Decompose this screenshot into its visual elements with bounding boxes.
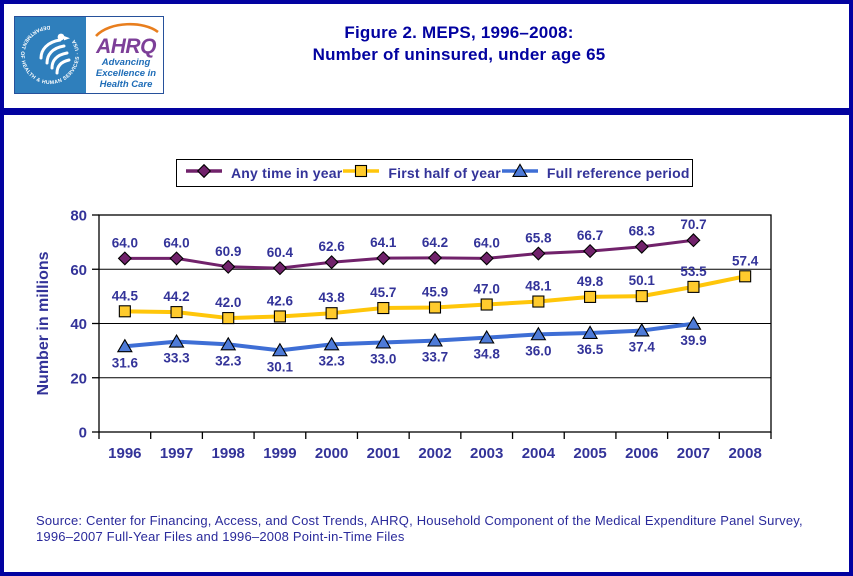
data-label: 60.9: [215, 243, 242, 259]
figure-title-line2: Number of uninsured, under age 65: [312, 45, 606, 64]
data-label: 48.1: [525, 278, 552, 294]
square-marker-icon: [342, 163, 380, 184]
series-marker-square: [533, 296, 544, 307]
series-marker-square: [585, 291, 596, 302]
x-tick-label: 2007: [676, 445, 711, 462]
svg-text:Excellence in: Excellence in: [95, 68, 157, 79]
data-label: 33.3: [163, 350, 190, 366]
x-tick-label: 2002: [418, 445, 452, 462]
data-label: 42.0: [215, 295, 242, 311]
data-label: 64.0: [473, 235, 500, 251]
series-marker-square: [356, 165, 367, 176]
diamond-marker-icon: [185, 163, 223, 184]
data-label: 39.9: [680, 332, 707, 348]
data-label: 32.3: [318, 353, 345, 369]
x-tick-label: 1998: [211, 445, 245, 462]
data-label: 49.8: [576, 273, 604, 289]
series-marker-square: [274, 311, 285, 322]
data-label: 43.8: [318, 290, 345, 306]
chart-legend: [176, 159, 693, 187]
series-marker-diamond: [198, 164, 211, 177]
legend-label: Any time in year: [231, 165, 343, 181]
series-marker-square: [481, 299, 492, 310]
svg-text:AHRQ: AHRQ: [96, 35, 156, 58]
triangle-marker-icon: [501, 163, 539, 184]
data-label: 53.5: [680, 263, 707, 279]
data-label: 64.0: [111, 235, 138, 251]
data-label: 34.8: [473, 346, 500, 362]
x-tick-label: 1996: [108, 445, 142, 462]
data-label: 70.7: [680, 217, 707, 233]
data-label: 50.1: [628, 273, 655, 289]
chart-plot-area: [4, 4, 849, 572]
data-label: 44.2: [163, 289, 190, 305]
data-label: 60.4: [266, 245, 294, 261]
x-tick-label: 2006: [625, 445, 659, 462]
svg-text:Advancing: Advancing: [101, 57, 151, 68]
data-label: 64.0: [163, 235, 190, 251]
legend-entry-any-time: [185, 163, 342, 184]
x-tick-label: 2005: [573, 445, 607, 462]
data-label: 47.0: [473, 281, 500, 297]
y-tick-label: 0: [78, 424, 87, 442]
x-tick-label: 2003: [470, 445, 504, 462]
x-tick-label: 2004: [521, 445, 556, 462]
data-label: 31.6: [111, 355, 138, 371]
data-label: 44.5: [111, 288, 138, 304]
data-label: 37.4: [628, 339, 655, 355]
data-label: 42.6: [266, 293, 294, 309]
svg-text:DEPARTMENT OF HEALTH & HUMAN S: DEPARTMENT OF HEALTH & HUMAN SERVICES · USA: [18, 23, 82, 87]
x-tick-label: 1997: [159, 445, 194, 462]
data-label: 45.7: [370, 285, 397, 301]
y-tick-label: 80: [70, 207, 87, 225]
y-tick-label: 60: [70, 261, 87, 279]
data-label: 32.3: [215, 353, 242, 369]
series-marker-square: [740, 271, 751, 282]
x-tick-label: 1999: [263, 445, 297, 462]
series-marker-square: [378, 303, 389, 314]
series-marker-square: [171, 307, 182, 318]
data-label: 45.9: [421, 284, 449, 300]
x-tick-label: 2000: [314, 445, 349, 462]
source-line1: Source: Center for Financing, Access, and Cost Trends, AHRQ, Household Component of the Medical Expenditure Panel Survey,: [36, 513, 803, 528]
svg-text:Health Care: Health Care: [99, 79, 153, 90]
series-marker-square: [326, 308, 337, 319]
legend-label: First half of year: [388, 165, 501, 181]
y-tick-label: 40: [70, 316, 87, 333]
data-label: 62.6: [318, 239, 345, 255]
data-label: 30.1: [266, 359, 294, 375]
data-label: 65.8: [525, 230, 552, 246]
data-label: 33.0: [370, 351, 397, 367]
source-line2: 1996–2007 Full-Year Files and 1996–2008 Point-in-Time Files: [36, 529, 405, 544]
x-tick-label: 2001: [366, 445, 400, 462]
legend-entry-full-reference: [501, 163, 690, 184]
figure-title-line1: Figure 2. MEPS, 1996–2008:: [344, 23, 574, 42]
series-marker-square: [119, 306, 130, 317]
data-label: 57.4: [732, 253, 759, 269]
data-label: 33.7: [421, 349, 449, 365]
data-label: 66.7: [576, 228, 604, 244]
data-label: 64.1: [370, 235, 397, 251]
x-tick-label: 2008: [728, 445, 762, 462]
data-label: 64.2: [421, 234, 449, 250]
legend-label: Full reference period: [546, 165, 690, 181]
y-axis-title: Number in millions: [35, 251, 52, 396]
series-marker-square: [636, 291, 647, 302]
series-marker-square: [223, 313, 234, 324]
series-marker-square: [430, 302, 441, 313]
legend-entry-first-half: [342, 163, 501, 184]
data-label: 68.3: [628, 223, 655, 239]
y-tick-label: 20: [70, 370, 87, 388]
series-marker-square: [688, 281, 699, 292]
source-note: [36, 513, 816, 545]
data-label: 36.5: [576, 341, 604, 357]
data-label: 36.0: [525, 343, 552, 359]
